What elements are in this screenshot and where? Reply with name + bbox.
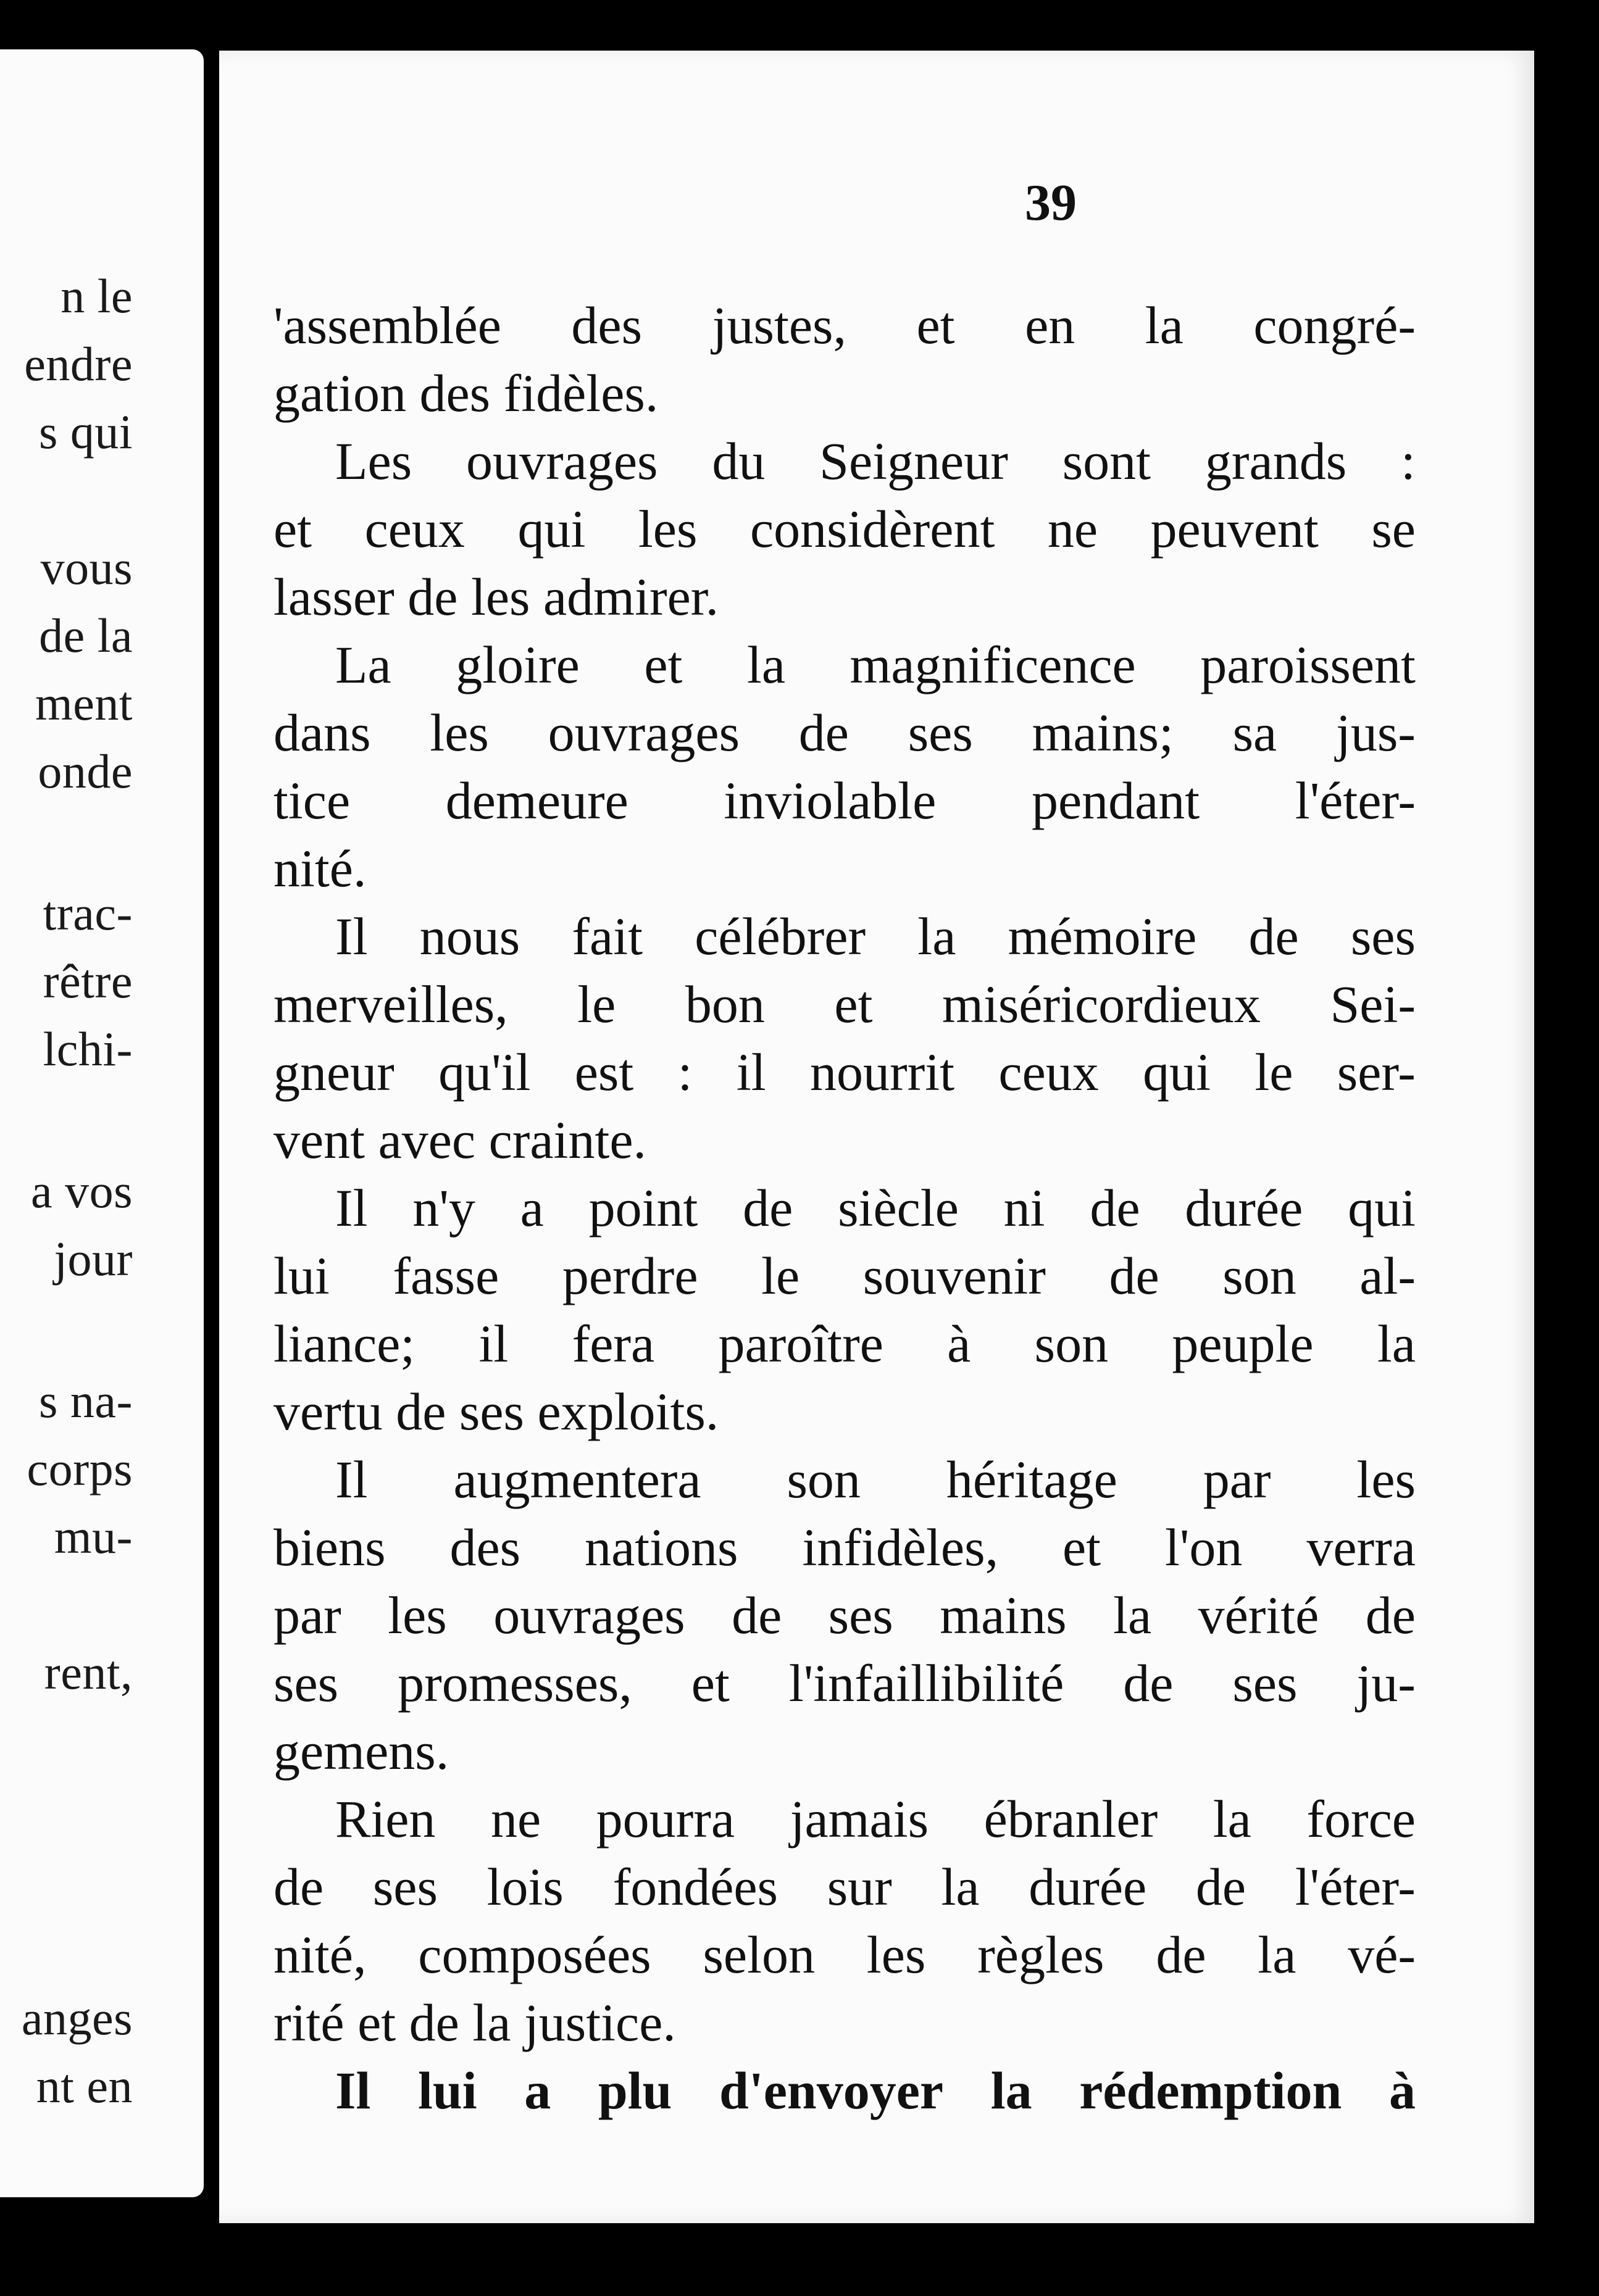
- text-line: nité.: [273, 839, 367, 898]
- text-line: vertu de ses exploits.: [273, 1382, 719, 1441]
- text-line: Il nous fait célébrer la mémoire de ses: [335, 907, 1416, 966]
- text-line: et ceux qui les considèrent ne peuvent se: [273, 499, 1416, 559]
- text-fragment: endre: [24, 337, 133, 391]
- text-line: Il lui a plu d'envoyer la rédemption à: [335, 2061, 1416, 2120]
- text-line: dans les ouvrages de ses mains; sa jus-: [273, 703, 1416, 762]
- text-line: 'assemblée des justes, et en la congré-: [273, 296, 1416, 355]
- text-line: gneur qu'il est : il nourrit ceux qui le ser-: [273, 1042, 1416, 1102]
- text-fragment: jour: [54, 1232, 133, 1286]
- text-line: lui fasse perdre le souvenir de son al-: [273, 1246, 1416, 1305]
- text-line: liance; il fera paroître à son peuple la: [273, 1314, 1416, 1373]
- text-line: lasser de les admirer.: [273, 567, 719, 626]
- text-fragment: rent,: [44, 1645, 133, 1699]
- text-line: ses promesses, et l'infaillibilité de ses ju-: [273, 1653, 1416, 1713]
- text-fragment: lchi-: [43, 1022, 133, 1076]
- text-fragment: s qui: [38, 405, 133, 459]
- text-line: Rien ne pourra jamais ébranler la force: [335, 1789, 1416, 1849]
- text-fragment: corps: [27, 1442, 133, 1495]
- text-fragment: s na-: [39, 1374, 133, 1428]
- page-number: 39: [1025, 174, 1077, 231]
- text-fragment: ment: [35, 676, 133, 730]
- text-line: nité, composées selon les règles de la vé-: [273, 1925, 1416, 1984]
- text-fragment: vous: [40, 541, 133, 594]
- text-fragment: anges: [21, 1991, 133, 2045]
- text-line: de ses lois fondées sur la durée de l'éter-: [273, 1857, 1416, 1916]
- text-line: biens des nations infidèles, et l'on verra: [273, 1518, 1416, 1577]
- text-line: rité et de la justice.: [273, 1993, 676, 2052]
- text-fragment: de la: [39, 609, 133, 662]
- text-line: tice demeure inviolable pendant l'éter-: [273, 771, 1416, 830]
- text-line: gemens.: [273, 1721, 449, 1781]
- right-page: [219, 51, 1534, 2223]
- left-page: [0, 49, 204, 2197]
- text-fragment: n le: [61, 269, 133, 323]
- left-page-text-fragments: [0, 49, 204, 2197]
- text-line: gation des fidèles.: [273, 364, 659, 423]
- psalm-text: [273, 291, 1416, 2124]
- text-line: Il n'y a point de siècle ni de durée qui: [335, 1178, 1416, 1237]
- text-line: vent avec crainte.: [273, 1110, 647, 1170]
- text-fragment: nt en: [36, 2059, 133, 2113]
- text-line: merveilles, le bon et miséricordieux Sei-: [273, 975, 1416, 1034]
- text-line: Les ouvrages du Seigneur sont grands :: [335, 431, 1416, 491]
- text-fragment: mu-: [54, 1510, 133, 1563]
- text-line: par les ouvrages de ses mains la vérité de: [273, 1586, 1416, 1645]
- text-fragment: a vos: [31, 1164, 133, 1218]
- text-fragment: trac-: [43, 886, 133, 940]
- text-fragment: onde: [38, 744, 133, 798]
- text-line: La gloire et la magnificence paroissent: [335, 635, 1416, 694]
- text-fragment: rêtre: [43, 954, 133, 1008]
- text-line: Il augmentera son héritage par les: [335, 1450, 1416, 1509]
